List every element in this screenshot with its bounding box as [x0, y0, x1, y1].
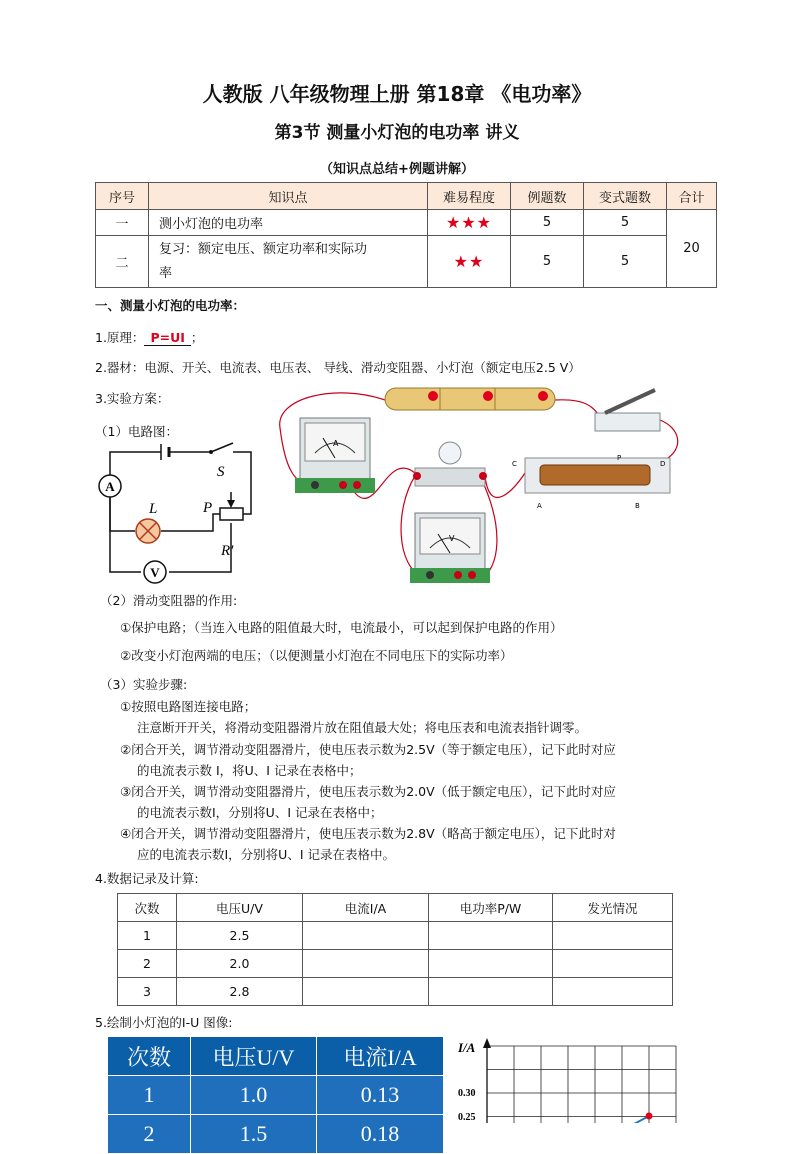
table-row	[108, 1115, 444, 1154]
header-cell: 电压U/V	[191, 1037, 317, 1076]
ammeter-face-label: A	[333, 439, 339, 448]
terminal	[311, 481, 319, 489]
data-point	[646, 1113, 653, 1120]
section-title: 第3节 测量小灯泡的电功率 讲义	[274, 123, 520, 143]
record-table	[117, 893, 673, 1006]
terminal	[413, 472, 421, 480]
iu-table-header	[108, 1037, 444, 1076]
battery-plus-icon	[483, 391, 493, 401]
terminal	[479, 472, 487, 480]
lamp-label: L	[149, 501, 158, 517]
rheostat-p-label: P	[617, 454, 622, 462]
row-topic: 测小灯泡的电功率	[149, 210, 428, 236]
header-cell: 电流I/A	[303, 894, 429, 922]
cell: 0.13	[317, 1076, 444, 1115]
step-line: 的电流表示数 I，将U、I 记录在表格中；	[137, 763, 362, 778]
header-cell: 合计	[667, 183, 717, 210]
cell: 1.0	[191, 1076, 317, 1115]
switch-lever	[605, 390, 655, 413]
table-row	[96, 236, 717, 288]
terminal	[454, 571, 462, 579]
principle-line	[95, 330, 203, 346]
cell	[429, 922, 553, 950]
header-cell: 变式题数	[584, 183, 667, 210]
steps-label: （3）实验步骤:	[100, 677, 188, 692]
cell: 2.5	[177, 922, 303, 950]
section-heading: 一、测量小灯泡的电功率：	[95, 298, 246, 313]
step-line: 注意断开开关，将滑动变阻器滑片放在阻值最大处；将电压表和电流表指针调零。	[137, 720, 588, 735]
record-table-header	[118, 894, 673, 922]
battery-plus-icon	[428, 391, 438, 401]
principle-formula: P=UI	[144, 330, 190, 346]
page-title: 人教版 八年级物理上册 第18章 《电功率》	[202, 82, 592, 106]
step-line: ④闭合开关，调节滑动变阻器滑片，使电压表示数为2.8V（略高于额定电压），记下此时对	[120, 826, 616, 841]
battery-plus-icon	[538, 391, 548, 401]
step-line: ③闭合开关，调节滑动变阻器滑片，使电压表示数为2.0V（低于额定电压），记下此时对应	[120, 784, 616, 799]
voltmeter-letter: V	[150, 565, 160, 580]
plan-label: 3.实验方案：	[95, 391, 170, 406]
table-row	[118, 978, 673, 1006]
switch-label: S	[217, 464, 225, 480]
step-line: 应的电流表示数I，分别将U、I 记录在表格中。	[137, 847, 395, 862]
apparatus-illustration	[275, 368, 695, 593]
row-topic	[149, 236, 428, 288]
slider-label: P	[203, 500, 213, 516]
rheostat-c-label: C	[512, 460, 517, 468]
row-examples: 5	[511, 236, 584, 288]
cell: 1	[108, 1076, 191, 1115]
difficulty-stars: ★★★	[428, 210, 511, 236]
graph-label: 5.绘制小灯泡的I-U 图像:	[95, 1015, 233, 1030]
cell: 2.8	[177, 978, 303, 1006]
header-cell: 次数	[108, 1037, 191, 1076]
terminal	[339, 481, 347, 489]
terminal	[353, 481, 361, 489]
header-cell: 例题数	[511, 183, 584, 210]
total-cell: 20	[667, 210, 717, 288]
header-cell: 电压U/V	[177, 894, 303, 922]
cell	[553, 950, 673, 978]
role-item: ①保护电路；（当连入电路的阻值最大时，电流最小，可以起到保护电路的作用）	[120, 620, 563, 635]
cell	[303, 922, 429, 950]
iu-chart	[452, 1036, 682, 1123]
topic-line: 率	[159, 265, 173, 281]
y-axis-arrow	[483, 1038, 491, 1048]
circuit-diagram	[93, 440, 268, 590]
switch-base	[595, 413, 660, 431]
cell: 1.5	[191, 1115, 317, 1154]
cell: 0.18	[317, 1115, 444, 1154]
data-label: 4.数据记录及计算:	[95, 871, 199, 886]
cell: 2	[118, 950, 177, 978]
series-line	[610, 1116, 649, 1123]
header-cell: 电流I/A	[317, 1037, 444, 1076]
table-row	[118, 922, 673, 950]
chart-series	[610, 1113, 653, 1124]
cell: 3	[118, 978, 177, 1006]
ammeter-base	[295, 478, 375, 493]
y-axis-label: I/A	[458, 1040, 476, 1055]
iu-table	[108, 1037, 444, 1154]
header-cell: 知识点	[149, 183, 428, 210]
table-row	[108, 1076, 444, 1115]
row-variants: 5	[584, 236, 667, 288]
cell	[303, 978, 429, 1006]
header-cell: 发光情况	[553, 894, 673, 922]
step-line: 的电流表示数I，分别将U、I 记录在表格中；	[137, 805, 383, 820]
table-row	[96, 210, 717, 236]
header-cell: 序号	[96, 183, 149, 210]
terminal	[468, 571, 476, 579]
voltmeter-face-label: V	[449, 534, 455, 543]
header-cell: 难易程度	[428, 183, 511, 210]
chart-grid	[487, 1046, 676, 1123]
rheostat-b-label: B	[635, 502, 640, 510]
rheostat-label: R′	[221, 543, 234, 559]
rheostat-role-label: （2）滑动变阻器的作用:	[100, 593, 238, 608]
rheostat-coil	[540, 465, 650, 485]
switch-pivot	[209, 450, 213, 454]
cell	[303, 950, 429, 978]
summary-table-header	[96, 183, 717, 210]
step-line: ②闭合开关，调节滑动变阻器滑片，使电压表示数为2.5V（等于额定电压），记下此时对应	[120, 742, 616, 757]
circuit-label: （1）电路图：	[95, 424, 178, 439]
slider-arrow	[227, 500, 235, 508]
y-tick-label: 0.25	[458, 1112, 476, 1123]
cell	[429, 978, 553, 1006]
topic-line: 复习：额定电压、额定功率和实际功	[159, 241, 368, 257]
principle-label: 1.原理：	[95, 330, 145, 345]
cell: 1	[118, 922, 177, 950]
header-cell: 电功率P/W	[429, 894, 553, 922]
voltmeter-base	[410, 568, 490, 583]
cell: 2	[108, 1115, 191, 1154]
step-line: ①按照电路图连接电路；	[120, 699, 257, 714]
rheostat-a-label: A	[537, 502, 542, 510]
principle-end: ；	[190, 330, 204, 345]
bulb-holder	[415, 468, 485, 486]
cell	[429, 950, 553, 978]
row-no: 一	[96, 210, 149, 236]
cell	[553, 978, 673, 1006]
cell	[553, 922, 673, 950]
y-tick-label: 0.30	[458, 1088, 476, 1099]
ammeter-letter: A	[105, 479, 115, 494]
role-item: ②改变小灯泡两端的电压；（以便测量小灯泡在不同电压下的实际功率）	[120, 648, 513, 663]
row-variants: 5	[584, 210, 667, 236]
row-no: 二	[96, 236, 149, 288]
rheostat-d-label: D	[660, 460, 666, 468]
table-row	[118, 950, 673, 978]
terminal	[426, 571, 434, 579]
subtitle: （知识点总结+例题讲解）	[320, 162, 474, 177]
battery-pack	[385, 388, 555, 410]
difficulty-stars: ★★	[428, 236, 511, 288]
summary-table	[95, 182, 717, 288]
cell: 2.0	[177, 950, 303, 978]
bulb-icon	[439, 442, 461, 464]
row-examples: 5	[511, 210, 584, 236]
equipment-line: 2.器材：电源、开关、电流表、电压表、 导线、滑动变阻器、小灯泡（额定电压2.5 V）	[95, 360, 581, 375]
header-cell: 次数	[118, 894, 177, 922]
